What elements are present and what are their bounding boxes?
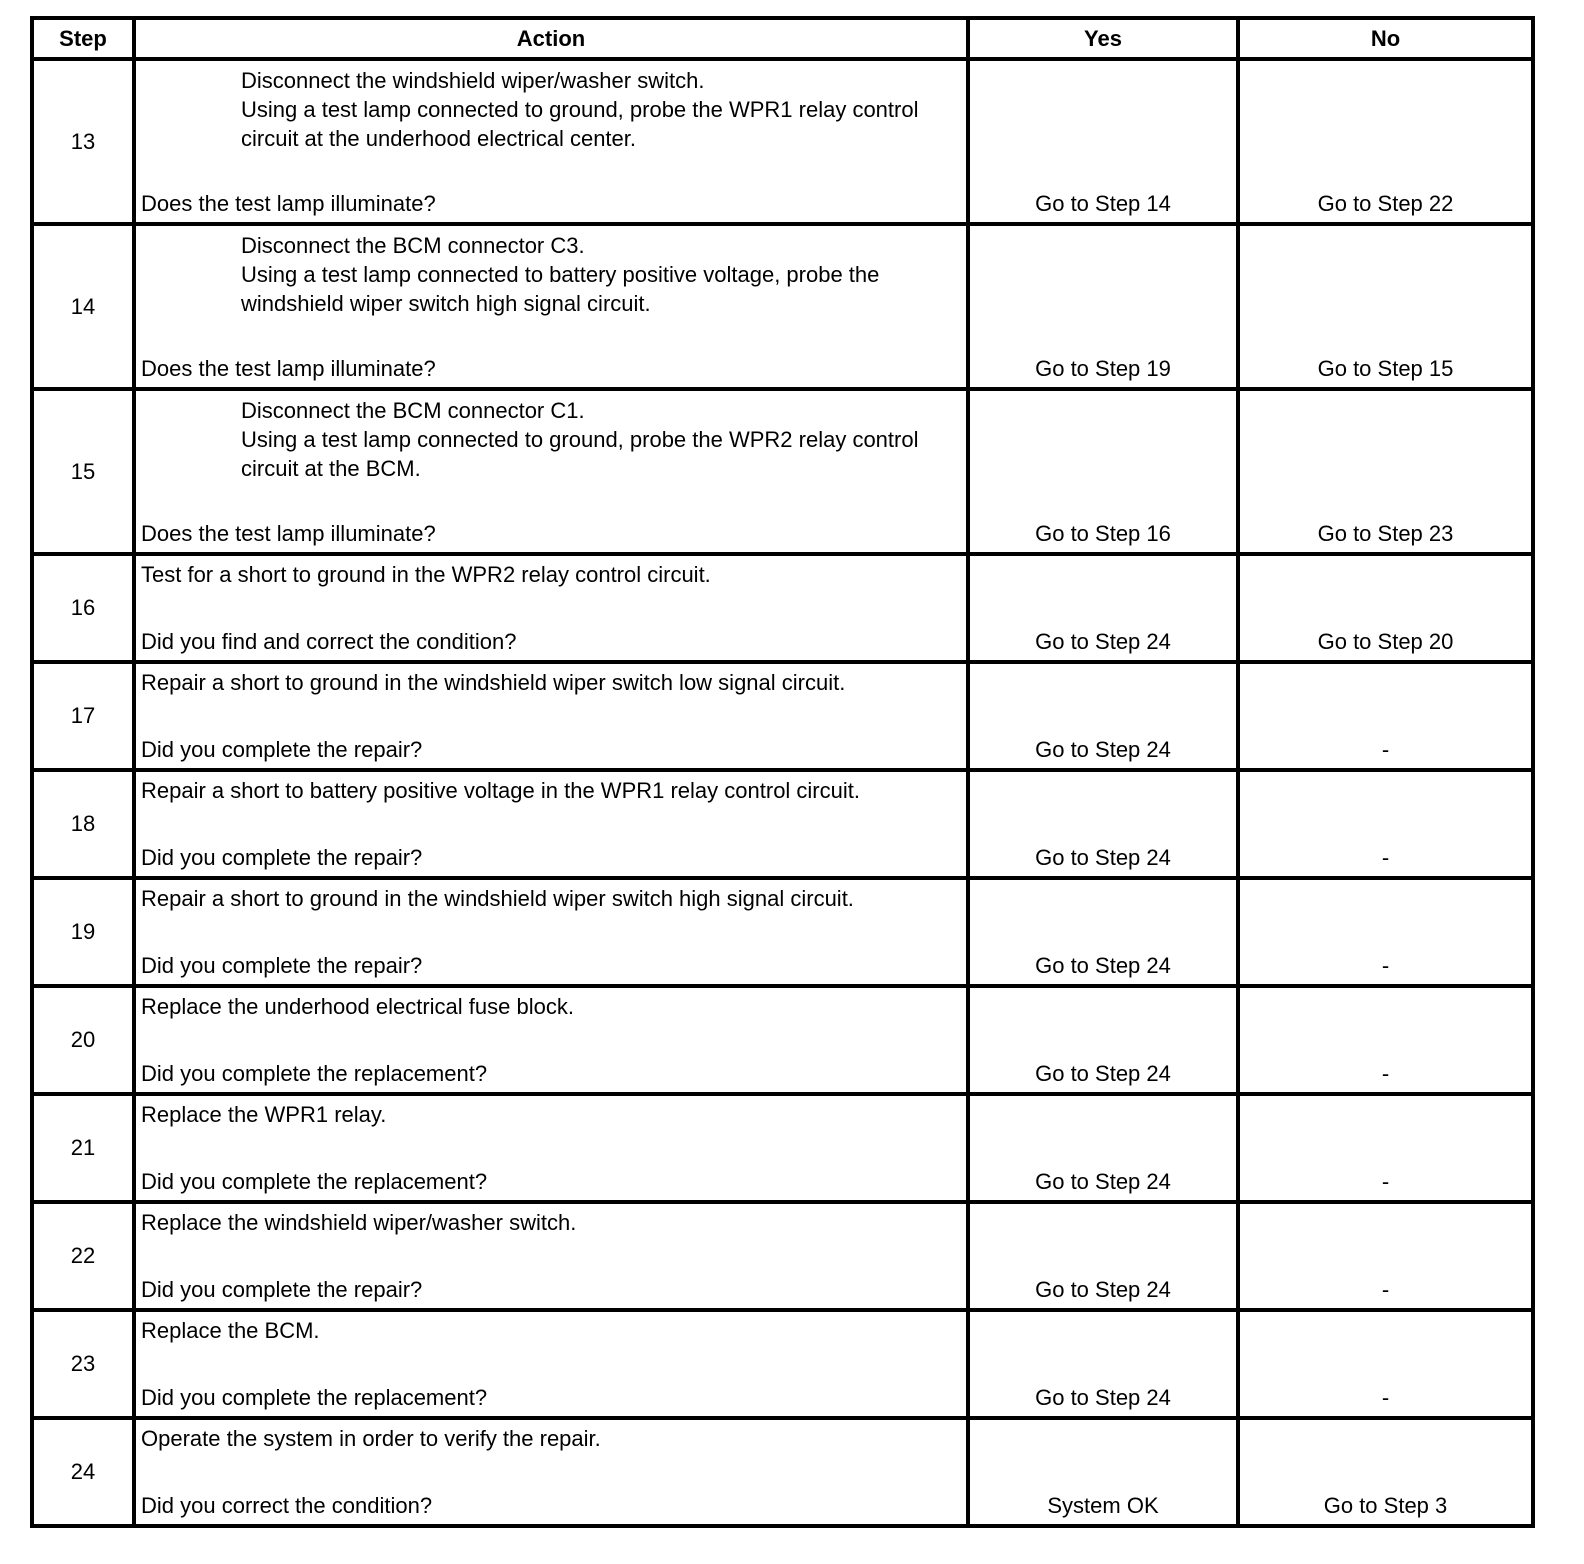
yes-result: Go to Step 24 xyxy=(968,770,1238,878)
table-row xyxy=(32,986,1533,1094)
action-line: Disconnect the BCM connector C1. xyxy=(241,398,585,423)
action-cell xyxy=(134,1310,968,1418)
yes-result: Go to Step 24 xyxy=(968,878,1238,986)
action-instructions xyxy=(141,396,962,483)
action-instructions xyxy=(141,561,962,588)
header-step: Step xyxy=(32,18,134,59)
table-row xyxy=(32,224,1533,389)
step-number: 22 xyxy=(32,1202,134,1310)
action-instructions xyxy=(141,993,962,1020)
table-body xyxy=(32,59,1533,1526)
action-cell xyxy=(134,770,968,878)
action-content xyxy=(141,777,962,871)
header-no: No xyxy=(1238,18,1533,59)
table-row xyxy=(32,1418,1533,1526)
action-instructions xyxy=(141,1425,962,1452)
table-row xyxy=(32,389,1533,554)
yes-result: Go to Step 24 xyxy=(968,1310,1238,1418)
action-line: Repair a short to ground in the windshield wiper switch high signal circuit. xyxy=(141,886,854,911)
table-row xyxy=(32,1202,1533,1310)
action-content xyxy=(141,993,962,1087)
action-cell xyxy=(134,878,968,986)
action-question: Does the test lamp illuminate? xyxy=(141,191,436,216)
action-line: Replace the BCM. xyxy=(141,1318,320,1343)
action-question: Did you complete the replacement? xyxy=(141,1385,488,1410)
step-number: 24 xyxy=(32,1418,134,1526)
action-cell xyxy=(134,1094,968,1202)
action-content xyxy=(141,1209,962,1303)
table-row xyxy=(32,1310,1533,1418)
action-question: Did you complete the repair? xyxy=(141,953,423,978)
action-cell xyxy=(134,662,968,770)
action-content xyxy=(141,1317,962,1411)
table-row xyxy=(32,770,1533,878)
yes-result: Go to Step 24 xyxy=(968,1202,1238,1310)
yes-result: Go to Step 16 xyxy=(968,389,1238,554)
no-result: - xyxy=(1238,1202,1533,1310)
yes-result: System OK xyxy=(968,1418,1238,1526)
header-row xyxy=(32,18,1533,59)
action-instructions xyxy=(141,66,962,153)
no-result: - xyxy=(1238,770,1533,878)
action-question: Did you complete the repair? xyxy=(141,845,423,870)
action-line: Using a test lamp connected to battery positive voltage, probe the windshield wiper switch high signal circuit. xyxy=(241,262,880,316)
action-question: Did you complete the replacement? xyxy=(141,1061,488,1086)
step-number: 15 xyxy=(32,389,134,554)
no-result: - xyxy=(1238,1310,1533,1418)
step-number: 16 xyxy=(32,554,134,662)
yes-result: Go to Step 24 xyxy=(968,1094,1238,1202)
action-cell xyxy=(134,389,968,554)
action-content xyxy=(141,561,962,655)
action-content xyxy=(141,231,962,382)
table-row xyxy=(32,1094,1533,1202)
action-instructions xyxy=(141,1317,962,1344)
action-question: Did you find and correct the condition? xyxy=(141,629,517,654)
step-number: 19 xyxy=(32,878,134,986)
action-content xyxy=(141,66,962,217)
yes-result: Go to Step 19 xyxy=(968,224,1238,389)
step-number: 17 xyxy=(32,662,134,770)
yes-result: Go to Step 14 xyxy=(968,59,1238,224)
yes-result: Go to Step 24 xyxy=(968,554,1238,662)
no-result: - xyxy=(1238,986,1533,1094)
action-content xyxy=(141,1425,962,1519)
action-line: Repair a short to ground in the windshield wiper switch low signal circuit. xyxy=(141,670,846,695)
no-result: - xyxy=(1238,878,1533,986)
action-question: Did you complete the repair? xyxy=(141,737,423,762)
action-cell xyxy=(134,224,968,389)
action-cell xyxy=(134,59,968,224)
action-line: Operate the system in order to verify the repair. xyxy=(141,1426,601,1451)
action-instructions xyxy=(141,231,962,318)
no-result: Go to Step 15 xyxy=(1238,224,1533,389)
header-yes: Yes xyxy=(968,18,1238,59)
action-content xyxy=(141,669,962,763)
no-result: - xyxy=(1238,662,1533,770)
action-line: Using a test lamp connected to ground, probe the WPR1 relay control circuit at the underhood electrical center. xyxy=(241,97,919,151)
step-number: 21 xyxy=(32,1094,134,1202)
action-question: Does the test lamp illuminate? xyxy=(141,356,436,381)
header-action: Action xyxy=(134,18,968,59)
table-row xyxy=(32,662,1533,770)
action-line: Test for a short to ground in the WPR2 relay control circuit. xyxy=(141,562,711,587)
action-question: Did you complete the replacement? xyxy=(141,1169,488,1194)
action-line: Using a test lamp connected to ground, probe the WPR2 relay control circuit at the BCM. xyxy=(241,427,919,481)
action-content xyxy=(141,885,962,979)
action-line: Replace the underhood electrical fuse block. xyxy=(141,994,574,1019)
no-result: Go to Step 22 xyxy=(1238,59,1533,224)
action-cell xyxy=(134,1418,968,1526)
diagnostic-steps-table xyxy=(30,16,1535,1528)
action-cell xyxy=(134,1202,968,1310)
no-result: Go to Step 3 xyxy=(1238,1418,1533,1526)
table-row xyxy=(32,59,1533,224)
action-instructions xyxy=(141,885,962,912)
action-line: Disconnect the windshield wiper/washer switch. xyxy=(241,68,705,93)
step-number: 20 xyxy=(32,986,134,1094)
action-question: Does the test lamp illuminate? xyxy=(141,521,436,546)
action-line: Disconnect the BCM connector C3. xyxy=(241,233,585,258)
action-question: Did you correct the condition? xyxy=(141,1493,433,1518)
yes-result: Go to Step 24 xyxy=(968,986,1238,1094)
action-cell xyxy=(134,986,968,1094)
step-number: 13 xyxy=(32,59,134,224)
action-instructions xyxy=(141,1209,962,1236)
step-number: 14 xyxy=(32,224,134,389)
action-line: Replace the windshield wiper/washer switch. xyxy=(141,1210,577,1235)
action-line: Replace the WPR1 relay. xyxy=(141,1102,387,1127)
step-number: 18 xyxy=(32,770,134,878)
action-content xyxy=(141,396,962,547)
action-instructions xyxy=(141,1101,962,1128)
table-row xyxy=(32,554,1533,662)
action-line: Repair a short to battery positive voltage in the WPR1 relay control circuit. xyxy=(141,778,860,803)
action-cell xyxy=(134,554,968,662)
action-instructions xyxy=(141,777,962,804)
no-result: Go to Step 20 xyxy=(1238,554,1533,662)
table-row xyxy=(32,878,1533,986)
action-content xyxy=(141,1101,962,1195)
yes-result: Go to Step 24 xyxy=(968,662,1238,770)
action-instructions xyxy=(141,669,962,696)
no-result: Go to Step 23 xyxy=(1238,389,1533,554)
action-question: Did you complete the repair? xyxy=(141,1277,423,1302)
no-result: - xyxy=(1238,1094,1533,1202)
step-number: 23 xyxy=(32,1310,134,1418)
